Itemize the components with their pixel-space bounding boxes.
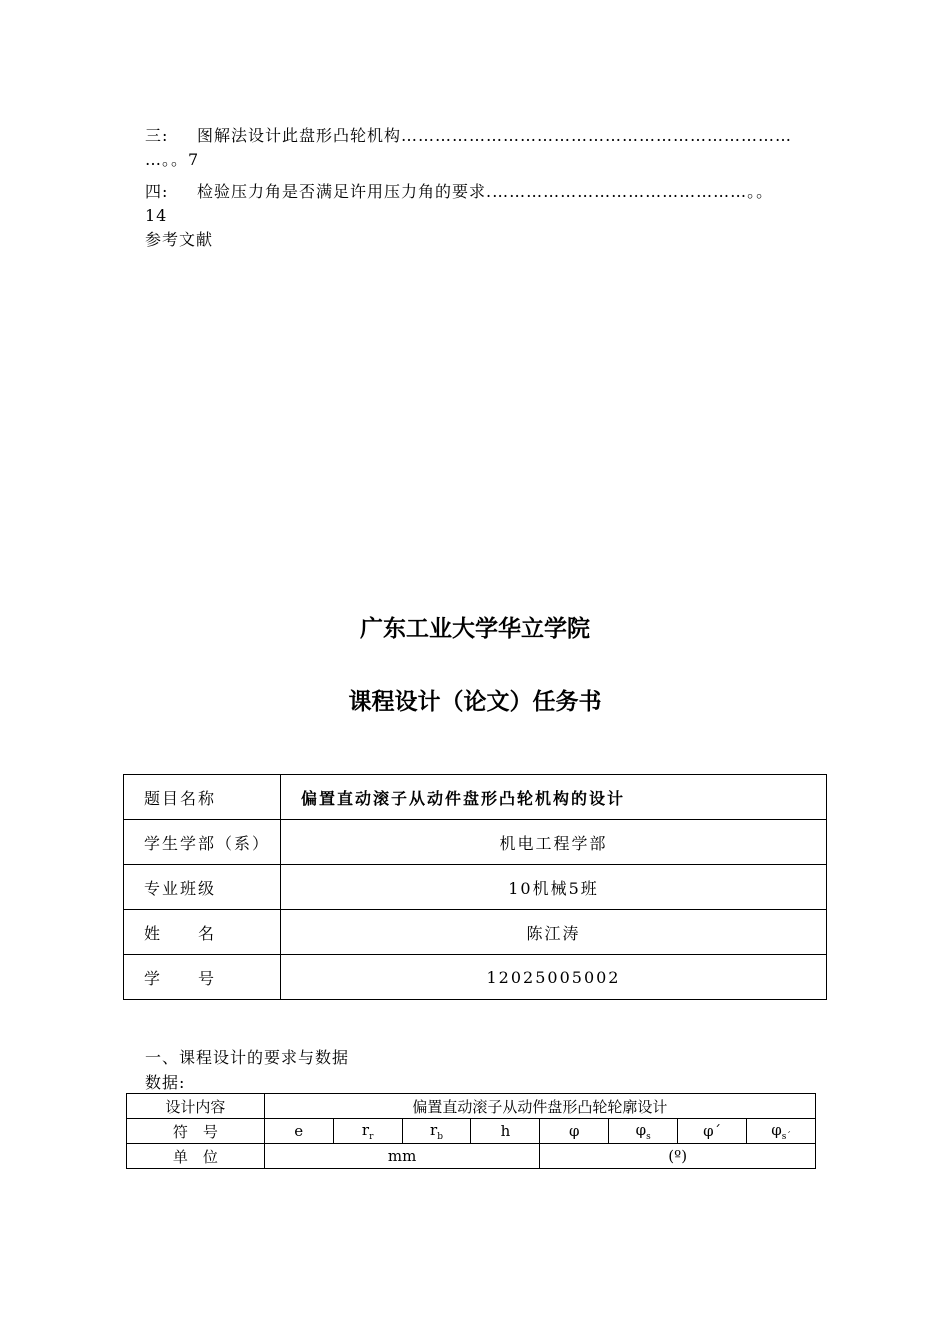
toc-item-3[interactable] [145,124,825,148]
table-row [124,955,827,1000]
content-value: 偏置直动滚子从动件盘形凸轮轮廓设计 [264,1094,815,1119]
toc-item-3-text: 图解法设计此盘形凸轮机构 [197,126,402,145]
task-key: 题目名称 [124,775,281,820]
task-value-title: 偏置直动滚子从动件盘形凸轮机构的设计 [281,775,827,820]
task-info-table [123,774,827,1000]
toc-item-4-text: 检验压力角是否满足许用压力角的要求. [197,182,493,201]
unit-deg: (º) [540,1144,816,1169]
symbol-label: 符 号 [127,1119,265,1144]
toc-item-4-dots: ………………………………………。。 [492,182,774,201]
symbol-phis-base: φ [635,1120,647,1139]
unit-label: 单 位 [127,1144,265,1169]
data-label: 数据: [145,1073,186,1092]
symbol-rb [402,1119,471,1144]
toc-item-3-label: 三: [145,126,169,145]
toc-references[interactable]: 参考文献 [145,230,214,249]
task-value-class: 10机械5班 [281,865,827,910]
table-row [124,820,827,865]
task-key: 专业班级 [124,865,281,910]
symbol-phi: φ [540,1119,609,1144]
symbol-phis-sub: s [646,1131,651,1142]
school-title: 广东工业大学华立学院 [360,616,590,642]
design-data-table [126,1093,816,1169]
symbol-phis [609,1119,678,1144]
toc-item-3-dots: …………………………………………………………… [401,126,793,145]
toc-item-4-label: 四: [145,182,169,201]
table-row [124,865,827,910]
toc-item-4[interactable] [145,180,825,204]
table-row [124,910,827,955]
symbol-phi-prime: φ´ [678,1119,747,1144]
document-title: 课程设计（论文）任务书 [348,689,602,715]
symbol-rr-base: r [361,1120,370,1139]
table-row [127,1119,816,1144]
toc-item-4-continued: 14 [145,206,168,225]
content-label: 设计内容 [127,1094,265,1119]
symbol-phis-prime-base: φ [771,1120,782,1139]
table-row [127,1144,816,1169]
table-row [124,775,827,820]
task-value-department: 机电工程学部 [281,820,827,865]
task-key: 学生学部（系） [124,820,281,865]
toc [145,124,825,252]
symbol-rr-sub: r [369,1131,374,1142]
symbol-e: e [264,1119,333,1144]
symbol-rb-sub: b [437,1131,443,1142]
symbol-rr [333,1119,402,1144]
table-row [127,1094,816,1119]
task-key: 姓 名 [124,910,281,955]
symbol-phis-prime [747,1119,816,1144]
section-heading: 一、课程设计的要求与数据 [145,1048,350,1067]
toc-item-3-continued: …。。7 [145,150,200,169]
symbol-rb-base: r [430,1120,438,1139]
task-value-name: 陈江涛 [281,910,827,955]
task-key: 学 号 [124,955,281,1000]
symbol-h: h [471,1119,540,1144]
task-value-student-id: 12025005002 [281,955,827,1000]
unit-mm: mm [264,1144,540,1169]
symbol-phis-prime-sub: s´ [781,1131,791,1142]
